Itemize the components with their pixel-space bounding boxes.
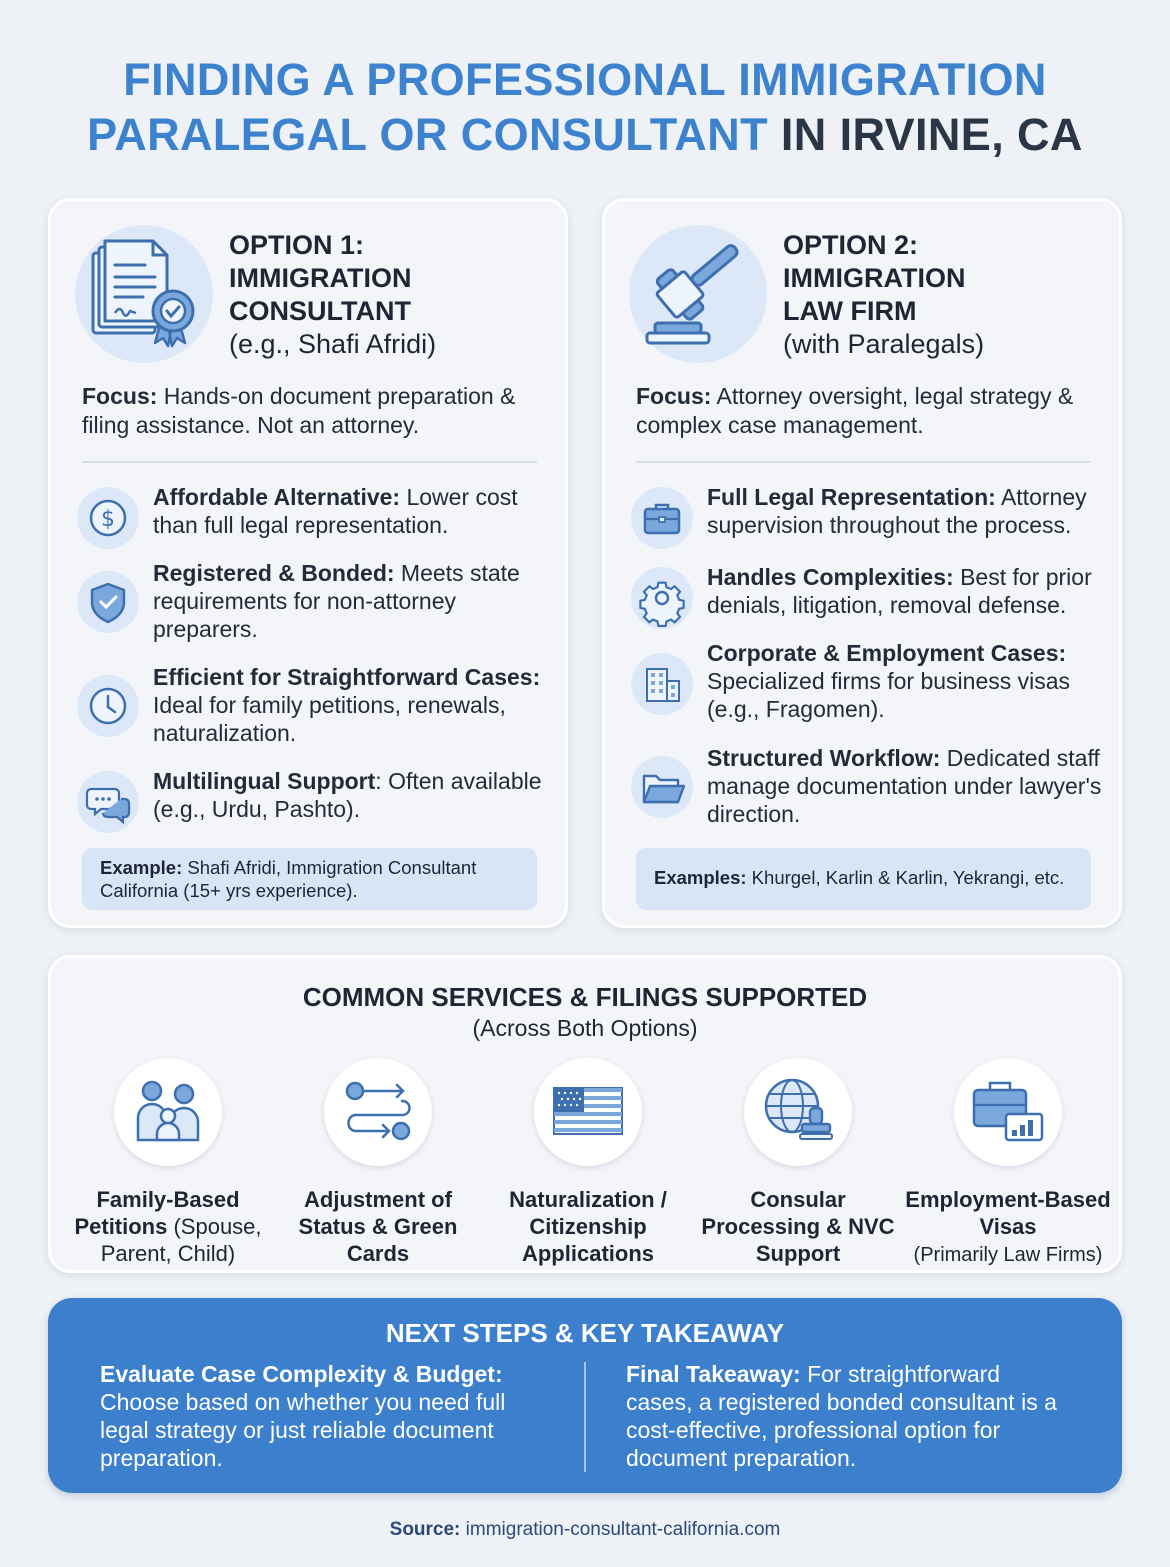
source-label: Source: <box>389 1519 461 1540</box>
service-bold: Naturalization / Citizenship Applications <box>509 1187 667 1266</box>
option1-feature-text <box>153 767 548 823</box>
services-subtitle: (Across Both Options) <box>472 1015 698 1041</box>
chat-bubbles-icon <box>77 771 139 833</box>
feature-label: Structured Workflow: <box>707 745 941 771</box>
feature-label: Handles Complexities: <box>707 564 954 590</box>
option2-title <box>783 229 984 361</box>
option1-focus <box>82 382 532 440</box>
briefcase-chart-icon <box>954 1058 1062 1166</box>
svg-text:$: $ <box>101 507 115 532</box>
option2-feature-workflow <box>631 744 1101 834</box>
option2-feature-representation <box>631 483 1101 553</box>
option2-focus <box>636 382 1086 440</box>
option2-feature-text <box>707 563 1102 619</box>
option2-feature-text <box>707 483 1102 539</box>
option1-feature-affordable <box>77 483 547 553</box>
services-card <box>48 955 1122 1273</box>
service-label <box>903 1186 1113 1269</box>
feature-desc: Lower cost than full legal representation. <box>153 484 518 538</box>
briefcase-icon <box>631 487 693 549</box>
option1-focus-label: Focus: <box>82 383 158 409</box>
feature-label: Affordable Alternative: <box>153 484 401 510</box>
next-steps-right-text: For straightforward cases, a registered bonded consultant is a cost-effective, professional option for document preparation. <box>626 1361 1057 1471</box>
service-label <box>63 1186 273 1267</box>
next-steps-right <box>626 1360 1066 1472</box>
option2-subtitle: (with Paralegals) <box>783 329 985 359</box>
shield-check-icon <box>77 571 139 633</box>
page-title <box>0 52 1170 162</box>
feature-label: Full Legal Representation: <box>707 484 996 510</box>
option1-feature-text <box>153 483 548 539</box>
feature-label: Efficient for Straightforward Cases: <box>153 664 541 690</box>
option2-feature-text <box>707 744 1102 828</box>
service-label <box>693 1186 903 1267</box>
source-link[interactable]: immigration-consultant-california.com <box>460 1519 781 1540</box>
option2-title-line3: LAW FIRM <box>783 296 917 326</box>
title-line-1: FINDING A PROFESSIONAL IMMIGRATION <box>123 54 1047 105</box>
option1-focus-text: Hands-on document preparation & filing assistance. Not an attorney. <box>82 383 516 438</box>
clock-icon <box>77 675 139 737</box>
service-label <box>483 1186 693 1267</box>
service-employment <box>903 1058 1113 1269</box>
feature-desc: Attorney supervision throughout the process. <box>707 484 1087 538</box>
option2-divider <box>636 461 1091 463</box>
building-icon <box>631 653 693 715</box>
option2-feature-text <box>707 639 1102 723</box>
option1-title-line1: OPTION 1: <box>229 230 365 260</box>
service-naturalization <box>483 1058 693 1267</box>
service-family-based <box>63 1058 273 1267</box>
option1-example-text: Shafi Afridi, Immigration Consultant California (15+ yrs experience). <box>100 857 477 901</box>
source-line <box>0 1518 1170 1542</box>
feature-desc: Dedicated staff manage documentation under lawyer's direction. <box>707 745 1102 827</box>
family-icon <box>114 1058 222 1166</box>
option2-focus-label: Focus: <box>636 383 712 409</box>
title-line-2 <box>0 107 1170 162</box>
next-steps-right-label: Final Takeaway: <box>626 1361 801 1387</box>
feature-desc: : Often available (e.g., Urdu, Pashto). <box>153 768 542 822</box>
option2-feature-complexities <box>631 563 1101 633</box>
us-flag-icon <box>534 1058 642 1166</box>
next-steps-title: NEXT STEPS & KEY TAKEAWAY <box>385 1318 785 1348</box>
option2-card <box>602 198 1122 928</box>
next-steps-divider <box>584 1362 586 1472</box>
service-bold: Consular Processing & NVC Support <box>701 1187 895 1266</box>
option1-feature-text <box>153 663 548 747</box>
feature-label: Corporate & Employment Cases: <box>707 640 1067 666</box>
dollar-icon <box>77 487 139 549</box>
service-normal: (Primarily Law Firms) <box>913 1244 1103 1266</box>
title-line-2-blue: PARALEGAL OR CONSULTANT <box>87 109 768 160</box>
service-bold: Employment-Based Visas <box>905 1187 1111 1239</box>
option1-divider <box>82 461 537 463</box>
option1-feature-registered <box>77 559 547 649</box>
option1-card <box>48 198 568 928</box>
option2-title-line2: IMMIGRATION <box>783 263 966 293</box>
next-steps-left <box>100 1360 540 1472</box>
globe-stamp-icon <box>744 1058 852 1166</box>
title-line-2-dark: IN IRVINE, CA <box>768 109 1083 160</box>
service-label <box>273 1186 483 1267</box>
service-bold: Family-Based Petitions <box>74 1187 240 1239</box>
option1-example <box>82 848 537 910</box>
option1-feature-multilingual <box>77 767 547 837</box>
folder-icon <box>631 756 693 818</box>
certificate-document-icon <box>75 225 213 363</box>
option1-example-label: Example: <box>100 857 183 878</box>
arrows-transfer-icon <box>324 1058 432 1166</box>
option2-title-line1: OPTION 2: <box>783 230 919 260</box>
service-adjustment-status <box>273 1058 483 1267</box>
feature-desc: Best for prior denials, litigation, removal defense. <box>707 564 1092 618</box>
service-consular <box>693 1058 903 1267</box>
next-steps-left-text: Choose based on whether you need full legal strategy or just reliable document preparation. <box>100 1389 506 1471</box>
next-steps-panel <box>48 1298 1122 1493</box>
option2-feature-corporate <box>631 639 1101 729</box>
option1-feature-text <box>153 559 548 643</box>
option2-example <box>636 848 1091 910</box>
option2-example-label: Examples: <box>654 867 747 888</box>
next-steps-left-label: Evaluate Case Complexity & Budget: <box>100 1361 503 1387</box>
service-bold: Adjustment of Status & Green Cards <box>298 1187 458 1266</box>
option1-title <box>229 229 436 361</box>
feature-label: Multilingual Support <box>153 768 376 794</box>
gavel-icon <box>629 225 767 363</box>
feature-desc: Ideal for family petitions, renewals, naturalization. <box>153 692 506 746</box>
option2-focus-text: Attorney oversight, legal strategy & complex case management. <box>636 383 1074 438</box>
feature-label: Registered & Bonded: <box>153 560 395 586</box>
feature-desc: Meets state requirements for non-attorney preparers. <box>153 560 520 642</box>
gear-icon <box>631 567 693 629</box>
feature-desc: Specialized firms for business visas (e.g., Fragomen). <box>707 668 1071 722</box>
option1-title-line3: CONSULTANT <box>229 296 411 326</box>
option1-title-line2: IMMIGRATION <box>229 263 412 293</box>
service-normal: (Spouse, Parent, Child) <box>100 1214 262 1266</box>
services-title: COMMON SERVICES & FILINGS SUPPORTED <box>302 982 868 1012</box>
option2-example-text: Khurgel, Karlin & Karlin, Yekrangi, etc. <box>746 867 1065 888</box>
option1-feature-efficient <box>77 663 547 753</box>
option1-subtitle: (e.g., Shafi Afridi) <box>229 329 437 359</box>
